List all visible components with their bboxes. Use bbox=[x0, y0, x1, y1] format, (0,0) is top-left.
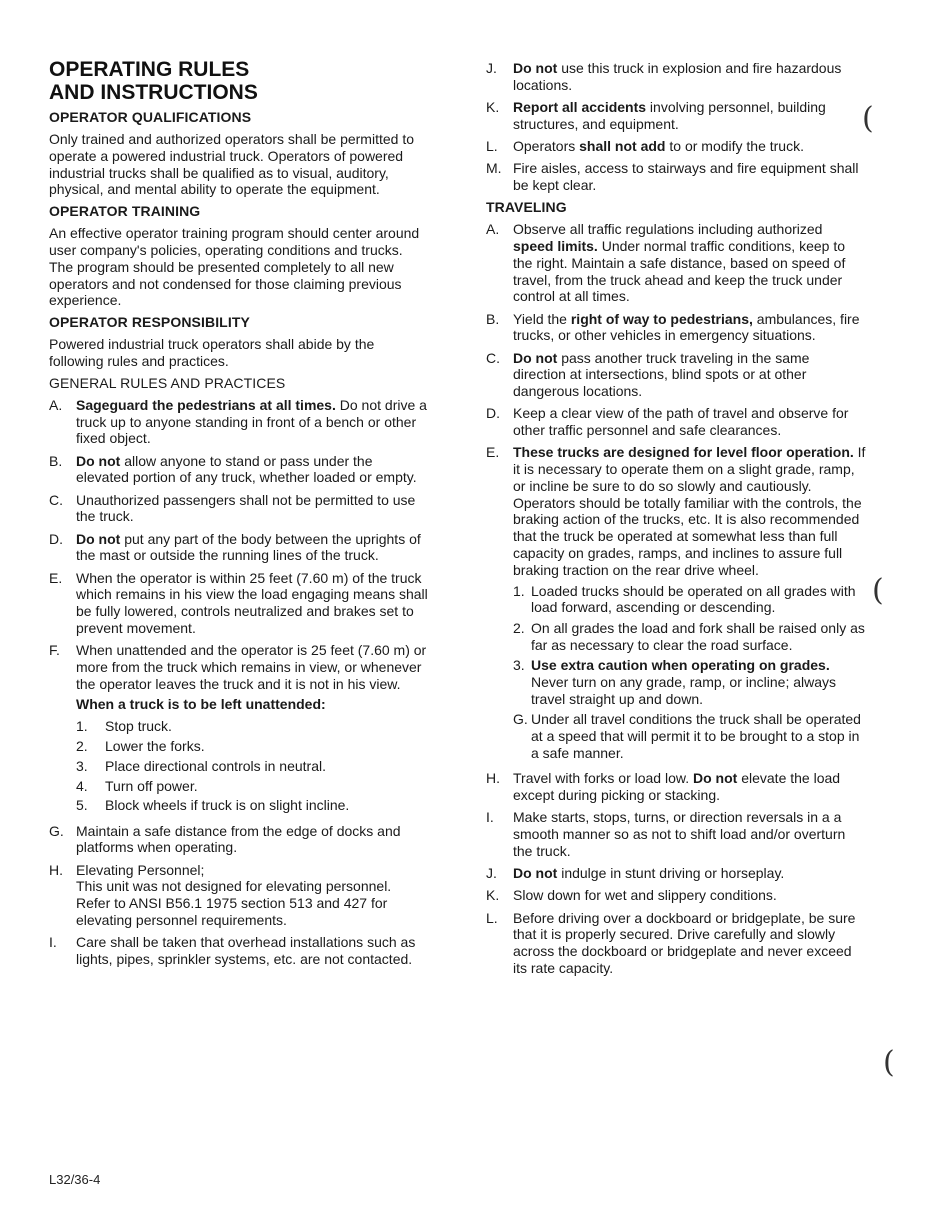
general-rule-a: A. Sageguard the pedestrians at all times. Do not drive a truck up to anyone standing in front of a bench or other fixed object. bbox=[49, 396, 427, 447]
travel-rule-d: D. Keep a clear view of the path of travel and observe for other traffic personnel and safe clearances. bbox=[486, 405, 849, 439]
rule-letter: A. bbox=[49, 396, 63, 413]
page-code: L32/36-4 bbox=[49, 1172, 101, 1187]
responsibility-text: Powered industrial truck operators shall abide by the following rules and practices. bbox=[49, 336, 375, 369]
unattended-steps bbox=[76, 718, 429, 814]
travel-rule-b: B. Yield the right of way to pedestrians, ambulances, fire trucks, or other vehicles in emergency situations. bbox=[486, 310, 860, 344]
general-rule-h: H. Elevating Personnel; This unit was not designed for elevating personnel. Refer to ANSI B56.1 1975 section 513 and 427 for elevating personnel requirements. bbox=[49, 861, 392, 929]
training-text: An effective operator training program should center around user company's policies, operating conditions and trucks. The program should be presented completely to all new operators and not condensed for those claiming previous experience. bbox=[49, 225, 420, 309]
general-rule-g: G. Maintain a safe distance from the edge of docks and platforms when operating. bbox=[49, 822, 401, 856]
rule-letter: C. bbox=[486, 349, 500, 366]
left-column bbox=[49, 58, 429, 973]
rule-letter: L. bbox=[486, 137, 498, 154]
list-item: 5. Block wheels if truck is on slight incline. bbox=[76, 797, 350, 814]
general-rule-j: J. Do not use this truck in explosion and fire hazardous locations. bbox=[486, 60, 842, 93]
list-item: 1. Stop truck. bbox=[76, 718, 172, 735]
rule-letter: E. bbox=[49, 569, 63, 586]
rule-letter: M. bbox=[486, 160, 502, 177]
rule-letter: B. bbox=[49, 452, 63, 469]
list-item: 4. Turn off power. bbox=[76, 777, 198, 794]
list-item: 3. Use extra caution when operating on grades. Never turn on any grade, ramp, or incline; always travel straight up and down. bbox=[513, 657, 837, 707]
rule-letter: H. bbox=[49, 861, 63, 878]
general-rule-m: M. Fire aisles, access to stairways and fire equipment shall be kept clear. bbox=[486, 160, 859, 193]
rule-letter: F. bbox=[49, 642, 60, 659]
general-rule-c: C. Unauthorized passengers shall not be permitted to use the truck. bbox=[49, 491, 416, 525]
list-item: 2. Lower the forks. bbox=[76, 738, 205, 755]
rule-letter: E. bbox=[486, 444, 500, 461]
travel-rule-a: A. Observe all traffic regulations including authorized speed limits. Under normal traffic conditions, keep to the right. Maintain a safe distance, based on speed of travel, from the truck ahead and keep the truck under control at all times. bbox=[486, 221, 846, 305]
travel-rule-k: K. Slow down for wet and slippery conditions. bbox=[486, 887, 777, 904]
general-rule-d: D. Do not put any part of the body between the uprights of the mast or outside the running lines of the truck. bbox=[49, 530, 421, 564]
list-item: G. Under all travel conditions the truck shall be operated at a speed that will permit it to be brought to a stop in a safe manner. bbox=[513, 711, 861, 761]
rule-letter: G. bbox=[49, 822, 64, 839]
list-item: 1. Loaded trucks should be operated on all grades with load forward, ascending or descending. bbox=[513, 582, 856, 616]
binder-hole-mark: ( bbox=[872, 573, 884, 608]
training-heading: OPERATOR TRAINING bbox=[49, 203, 201, 220]
qualifications-heading: OPERATOR QUALIFICATIONS bbox=[49, 109, 252, 125]
general-rules-heading: GENERAL RULES AND PRACTICES bbox=[49, 374, 286, 391]
rule-letter: K. bbox=[486, 98, 500, 115]
travel-rule-i: I. Make starts, stops, turns, or direction reversals in a a smooth manner so as not to shift load and/or overturn the truck. bbox=[486, 809, 846, 859]
binder-hole-mark: ( bbox=[883, 1045, 895, 1080]
qualifications-text: Only trained and authorized operators shall be permitted to operate a powered industrial truck. Operators of powered industrial trucks shall be qualified as to visual, auditory, physical, and mental ability to operate the equipment. bbox=[49, 131, 414, 198]
general-rule-f: F. When unattended and the operator is 25 feet (7.60 m) or more from the truck which remains in view, or whenever the operator leaves the truck and it is not in his view. When a truck is to be left unattended: 1. Stop truck. 2. Lower the forks. 3. Place directional controls in neutral. 4. Turn off power. 5. Block wheels if truck is on slight incline. bbox=[49, 642, 429, 817]
travel-rule-e: E. These trucks are designed for level floor operation. If it is necessary to operate them on a slight grade, ramp, or incline be sure to do so slowly and cautiously. Operators should be totally familiar with the controls, the braking action of the trucks, etc. It is also recommended that the truck be operated at somewhat less than full capacity on grades, ramps, and inclines to assure full braking traction on the rear drive wheel. 1. Loaded trucks should be operated on all grades with load forward, ascending or descending. 2. On all grades the load and fork shall be raised only as far as necessary to clear the road surface. 3. Use extra caution when operating on grades. Never turn on any grade, ramp, or incline; always travel straight up and down. G. Under all travel conditions the truck shall be operated at a speed that will permit it to be brought to a stop in a safe manner. bbox=[486, 444, 866, 765]
rule-letter: H. bbox=[486, 770, 500, 787]
list-item: 2. On all grades the load and fork shall be raised only as far as necessary to clear the road surface. bbox=[513, 619, 865, 653]
rule-letter: J. bbox=[486, 865, 497, 882]
traveling-heading: TRAVELING bbox=[486, 199, 567, 216]
general-rule-b: B. Do not allow anyone to stand or pass under the elevated portion of any truck, whether loaded or empty. bbox=[49, 452, 417, 486]
list-item: 3. Place directional controls in neutral. bbox=[76, 757, 327, 774]
rule-letter: J. bbox=[486, 60, 497, 76]
travel-e-subitems bbox=[513, 583, 866, 762]
travel-rule-l: L. Before driving over a dockboard or bridgeplate, be sure that it is properly secured. Drive carefully and slowly across the dockboard or bridgeplate and never exceed its rate capacity. bbox=[486, 909, 856, 976]
travel-rule-h: H. Travel with forks or load low. Do not elevate the load except during picking or stacking. bbox=[486, 770, 841, 804]
general-rule-e: E. When the operator is within 25 feet (7.60 m) of the truck which remains in his view the load engaging means shall be fully lowered, controls neutralized and brakes set to prevent movement. bbox=[49, 569, 428, 636]
right-column bbox=[486, 60, 866, 982]
unattended-subheading: When a truck is to be left unattended: bbox=[76, 696, 326, 713]
rule-letter: B. bbox=[486, 310, 500, 327]
responsibility-heading: OPERATOR RESPONSIBILITY bbox=[49, 314, 250, 331]
rule-letter: K. bbox=[486, 887, 500, 904]
page-title: OPERATING RULES AND INSTRUCTIONS bbox=[49, 58, 258, 104]
general-rule-i: I. Care shall be taken that overhead installations such as lights, pipes, sprinkler systems, etc. are not contacted. bbox=[49, 934, 416, 967]
travel-rule-c: C. Do not pass another truck traveling in the same direction at intersections, blind spots or at other dangerous locations. bbox=[486, 349, 810, 400]
rule-letter: I. bbox=[486, 809, 494, 826]
rule-letter: C. bbox=[49, 491, 63, 508]
travel-rule-j: J. Do not indulge in stunt driving or horseplay. bbox=[486, 865, 785, 882]
binder-hole-mark: ( bbox=[862, 101, 874, 136]
rule-letter: A. bbox=[486, 221, 500, 238]
rule-letter: D. bbox=[486, 405, 500, 422]
general-rule-l: L. Operators shall not add to or modify the truck. bbox=[486, 137, 804, 154]
rule-letter: I. bbox=[49, 934, 57, 951]
general-rule-k: K. Report all accidents involving personnel, building structures, and equipment. bbox=[486, 98, 826, 132]
rule-letter: D. bbox=[49, 530, 63, 547]
rule-letter: L. bbox=[486, 909, 498, 926]
